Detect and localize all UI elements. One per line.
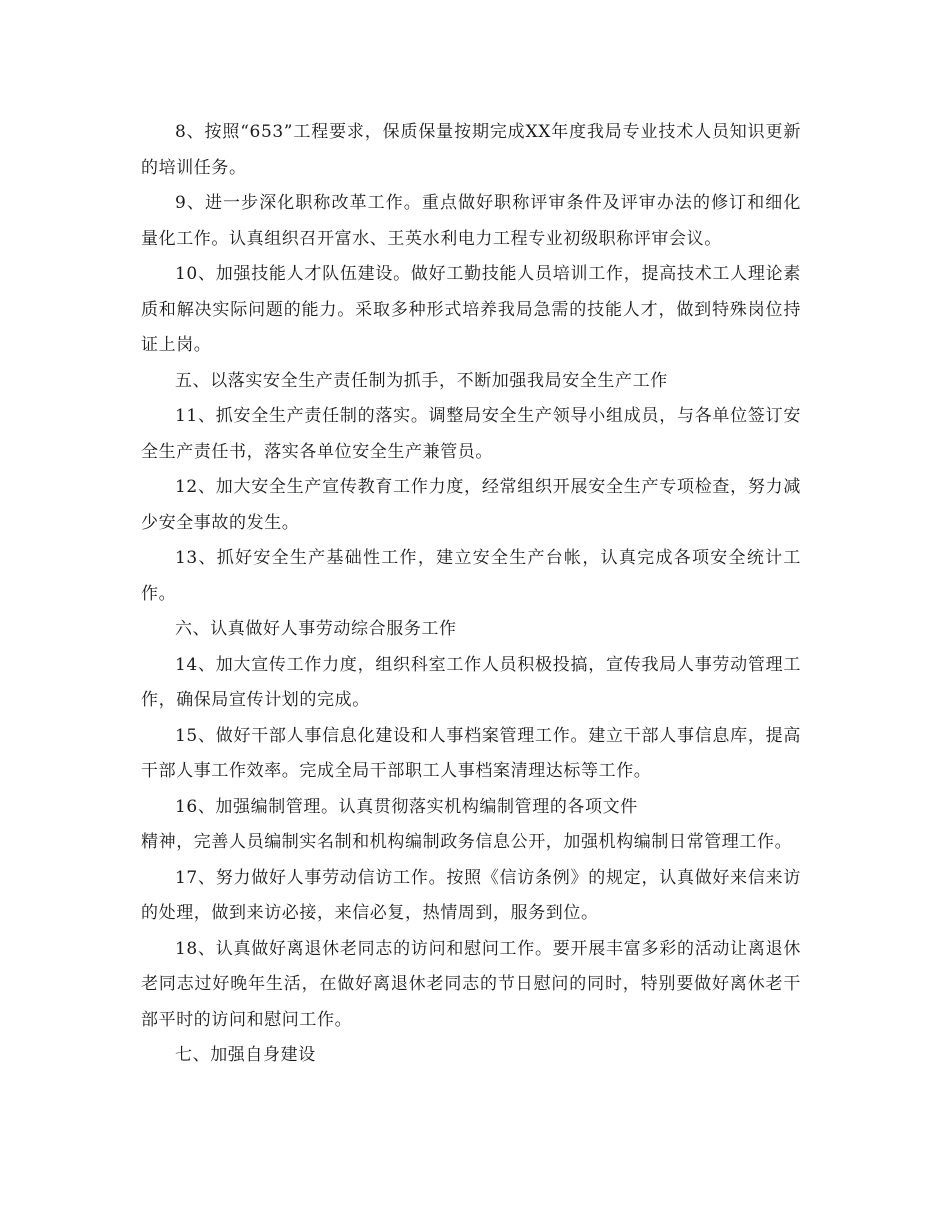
paragraph-item-11: 11、抓安全生产责任制的落实。调整局安全生产领导小组成员，与各单位签订安全生产责任书，落实各单位安全生产兼管员。 bbox=[141, 406, 801, 462]
paragraph-item-10: 10、加强技能人才队伍建设。做好工勤技能人员培训工作，提高技术工人理论素质和解决实际问题的能力。采取多种形式培养我局急需的技能人才，做到特殊岗位持证上岗。 bbox=[141, 264, 801, 355]
paragraph-item-18: 18、认真做好离退休老同志的访问和慰问工作。要开展丰富多彩的活动让离退休老同志过好晚年生活，在做好离退休老同志的节日慰问的同时，特别要做好离休老干部平时的访问和慰问工作。 bbox=[141, 938, 801, 1030]
document-body bbox=[141, 115, 801, 1074]
paragraph-item-14: 14、加大宣传工作力度，组织科室工作人员积极投搞，宣传我局人事劳动管理工作，确保局宣传计划的完成。 bbox=[141, 654, 801, 710]
section-heading-7: 七、加强自身建设 bbox=[175, 1045, 316, 1065]
section-heading-5: 五、以落实安全生产责任制为抓手，不断加强我局安全生产工作 bbox=[175, 370, 668, 391]
section-heading-6: 六、认真做好人事劳动综合服务工作 bbox=[175, 619, 457, 639]
paragraph-item-16-continued: 精神，完善人员编制实名制和机构编制政务信息公开，加强机构编制日常管理工作。 bbox=[141, 832, 793, 852]
paragraph-item-8: 8、按照“653”工程要求，保质保量按期完成XX年度我局专业技术人员知识更新的培训任务。 bbox=[141, 122, 801, 178]
paragraph-item-17: 17、努力做好人事劳动信访工作。按照《信访条例》的规定，认真做好来信来访的处理，做到来访必接，来信必复，热情周到，服务到位。 bbox=[141, 867, 801, 923]
paragraph-item-16: 16、加强编制管理。认真贯彻落实机构编制管理的各项文件 bbox=[175, 796, 638, 817]
paragraph-item-9: 9、进一步深化职称改革工作。重点做好职称评审条件及评审办法的修订和细化量化工作。认真组织召开富水、王英水利电力工程专业初级职称评审会议。 bbox=[141, 193, 801, 249]
paragraph-item-13: 13、抓好安全生产基础性工作，建立安全生产台帐，认真完成各项安全统计工作。 bbox=[141, 548, 801, 604]
paragraph-item-12: 12、加大安全生产宣传教育工作力度，经常组织开展安全生产专项检查，努力减少安全事故的发生。 bbox=[141, 477, 801, 533]
paragraph-item-15: 15、做好干部人事信息化建设和人事档案管理工作。建立干部人事信息库，提高干部人事工作效率。完成全局干部职工人事档案清理达标等工作。 bbox=[141, 725, 801, 781]
